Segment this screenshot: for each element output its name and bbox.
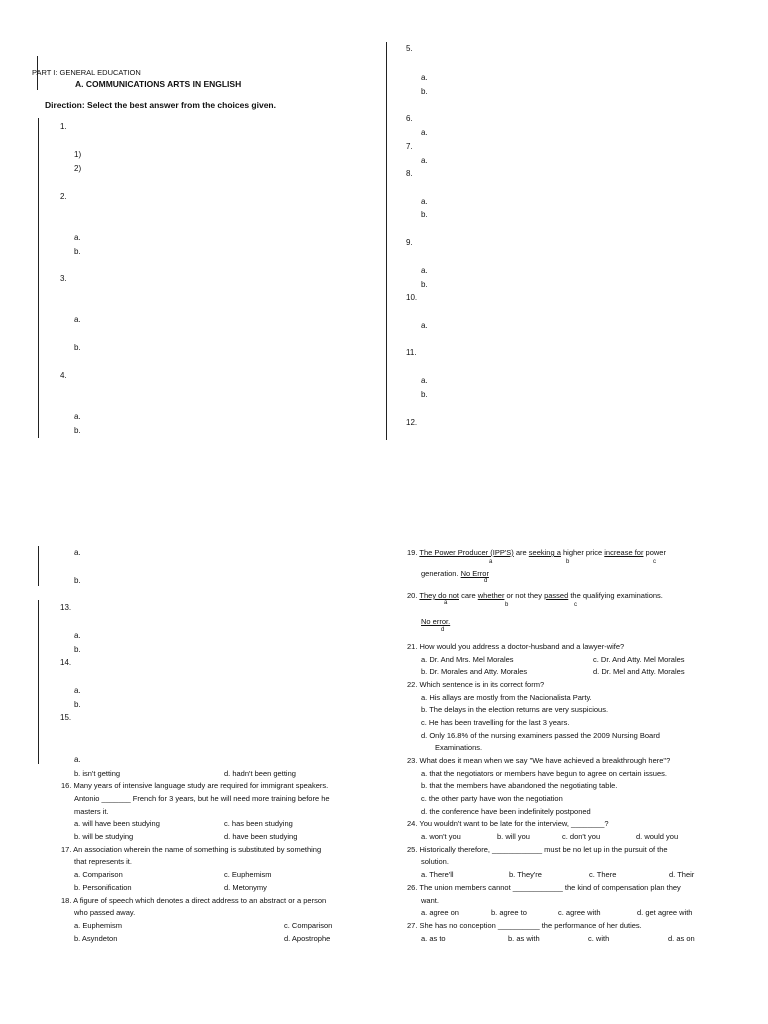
segment-label: c: [574, 602, 577, 608]
option-text: c. has been studying: [224, 819, 293, 828]
underlined-segment-b: seeking a: [528, 548, 561, 557]
question-number: 20.: [407, 591, 418, 600]
option-text: b. that the members have abandoned the negotiating table.: [421, 781, 618, 790]
segment-label: d: [441, 627, 445, 633]
item-number: 10.: [406, 293, 418, 302]
segment-label: a: [444, 600, 448, 606]
choice-letter: a.: [421, 321, 428, 330]
sub-item: 1): [74, 150, 82, 159]
choice-letter: b.: [74, 247, 81, 256]
option-text: d. Their: [669, 870, 695, 879]
item-number: 7.: [406, 142, 413, 151]
option-text: d. Metonymy: [224, 883, 267, 892]
choice-letter: b.: [74, 426, 81, 435]
question-text: want.: [421, 896, 439, 905]
question-text: higher price: [560, 548, 605, 557]
option-text: b. Personification: [74, 883, 132, 892]
underlined-segment-a: The Power Producer (IPP'S): [419, 548, 514, 557]
option-text: a. Comparison: [74, 870, 123, 879]
option-text: a. agree on: [421, 908, 459, 917]
underlined-segment-c: passed: [544, 591, 569, 600]
option-text: c. with: [588, 934, 610, 943]
question-22: 22. Which sentence is in its correct form?: [407, 680, 545, 689]
item-number: 15.: [60, 713, 72, 722]
option-text: c. agree with: [558, 908, 601, 917]
choice-letter: a.: [74, 548, 81, 557]
item-number: 11.: [406, 348, 417, 357]
option-text: b. The delays in the election returns are very suspicious.: [421, 705, 609, 714]
question-number: 19.: [407, 548, 418, 557]
option-text: a. will have been studying: [74, 819, 160, 828]
underlined-segment-d: No error.: [421, 617, 451, 626]
segment-label: b: [505, 602, 509, 608]
item-number: 4.: [60, 371, 67, 380]
question-17: 17. An association wherein the name of something is substituted by something: [61, 845, 322, 854]
question-text: masters it.: [74, 807, 109, 816]
question-23: 23. What does it mean when we say "We have achieved a breakthrough here"?: [407, 756, 671, 765]
item-number: 3.: [60, 274, 67, 283]
question-18: 18. A figure of speech which denotes a direct address to an abstract or a person: [61, 896, 327, 905]
segment-label: a: [489, 559, 493, 565]
item-number: 5.: [406, 44, 413, 53]
choice-letter: a.: [74, 233, 81, 242]
choice-letter: a.: [421, 376, 428, 385]
option-text: b. as with: [508, 934, 540, 943]
option-text: b. They're: [509, 870, 542, 879]
question-text: power: [643, 548, 666, 557]
option-text: b. will be studying: [74, 832, 134, 841]
option-text: c. He has been travelling for the last 3 years.: [421, 718, 570, 727]
question-text: or not they: [504, 591, 545, 600]
question-24: 24. You wouldn't want to be late for the interview, ________?: [407, 819, 609, 828]
choice-letter: a.: [74, 686, 81, 695]
choice-letter: a.: [421, 156, 428, 165]
choice-letter: a.: [421, 128, 428, 137]
part-label: PART I: GENERAL EDUCATION: [32, 68, 141, 77]
option-text: Examinations.: [435, 743, 483, 752]
option-text: a. that the negotiators or members have begun to agree on certain issues.: [421, 769, 667, 778]
option-text: a. His allays are mostly from the Nacionalista Party.: [421, 693, 592, 702]
option-text: d. get agree with: [637, 908, 693, 917]
item-number: 8.: [406, 169, 413, 178]
option-text: d. the conference have been indefinitely postponed: [421, 807, 591, 816]
segment-label: d: [484, 578, 488, 584]
choice-letter: a.: [74, 412, 81, 421]
option-text: c. Comparison: [284, 921, 333, 930]
item-number: 12.: [406, 418, 418, 427]
choice-letter: b.: [421, 87, 428, 96]
choice-letter: b.: [421, 210, 428, 219]
question-26: 26. The union members cannot ____________ the kind of compensation plan they: [407, 883, 681, 892]
question-21: 21. How would you address a doctor-husband and a lawyer-wife?: [407, 642, 625, 651]
option-text: c. don't you: [562, 832, 601, 841]
option-text: b. will you: [497, 832, 530, 841]
question-text: solution.: [421, 857, 449, 866]
choice-letter: b.: [421, 280, 428, 289]
underlined-segment-a: They do not: [419, 591, 459, 600]
underlined-segment-c: increase for: [604, 548, 644, 557]
item-number: 14.: [60, 658, 72, 667]
question-16: 16. Many years of intensive language study are required for immigrant speakers.: [61, 781, 329, 790]
segment-label: c: [653, 559, 656, 565]
margin-rule: [386, 42, 387, 440]
item-number: 1.: [60, 122, 67, 131]
choice-letter: a.: [421, 266, 428, 275]
option-text: d. hadn't been getting: [224, 769, 296, 778]
option-text: b. Asyndeton: [74, 934, 118, 943]
question-27: 27. She has no conception __________ the performance of her duties.: [407, 921, 642, 930]
choice-letter: a.: [421, 197, 428, 206]
sub-item: 2): [74, 164, 82, 173]
choice-letter: b.: [421, 390, 428, 399]
choice-letter: a.: [74, 755, 81, 764]
option-text: d. Apostrophe: [284, 934, 331, 943]
option-text: d. would you: [636, 832, 679, 841]
option-text: b. agree to: [491, 908, 527, 917]
option-text: a. Euphemism: [74, 921, 122, 930]
option-text: c. There: [589, 870, 617, 879]
segment-label: b: [566, 559, 570, 565]
option-text: b. isn't getting: [74, 769, 121, 778]
margin-rule: [38, 118, 39, 438]
question-text: care: [459, 591, 478, 600]
option-text: d. have been studying: [224, 832, 298, 841]
choice-letter: b.: [74, 576, 81, 585]
margin-rule: [38, 600, 39, 764]
item-number: 13.: [60, 603, 72, 612]
option-text: a. as to: [421, 934, 446, 943]
direction-text: Direction: Select the best answer from the choices given.: [45, 100, 276, 110]
choice-letter: a.: [74, 631, 81, 640]
choice-letter: a.: [421, 73, 428, 82]
option-text: c. Euphemism: [224, 870, 272, 879]
question-text: Antonio _______ French for 3 years, but he will need more training before he: [74, 794, 330, 803]
underlined-segment-b: whether: [477, 591, 505, 600]
question-text: [421, 569, 489, 579]
item-number: 2.: [60, 192, 67, 201]
question-text: who passed away.: [74, 908, 136, 917]
question-19: [407, 548, 666, 558]
question-25: 25. Historically therefore, ____________ must be no let up in the pursuit of the: [407, 845, 668, 854]
option-text: c. Dr. And Atty. Mel Morales: [593, 655, 685, 664]
question-text: the qualifying examinations.: [568, 591, 663, 600]
option-text: d. Only 16.8% of the nursing examiners passed the 2009 Nursing Board: [421, 731, 660, 740]
option-text: a. There'll: [421, 870, 454, 879]
choice-letter: b.: [74, 343, 81, 352]
section-title: A. COMMUNICATIONS ARTS IN ENGLISH: [75, 79, 242, 89]
question-text: that represents it.: [74, 857, 132, 866]
option-text: d. Dr. Mel and Atty. Morales: [593, 667, 685, 676]
item-number: 6.: [406, 114, 413, 123]
choice-letter: b.: [74, 645, 81, 654]
margin-rule: [38, 546, 39, 586]
choice-letter: b.: [74, 700, 81, 709]
option-text: a. won't you: [421, 832, 461, 841]
option-text: d. as on: [668, 934, 695, 943]
option-text: c. the other party have won the negotiation: [421, 794, 563, 803]
underlined-segment-d: No Error: [460, 569, 489, 578]
option-text: a. Dr. And Mrs. Mel Morales: [421, 655, 514, 664]
option-text: b. Dr. Morales and Atty. Morales: [421, 667, 528, 676]
question-text: are: [513, 548, 529, 557]
choice-letter: a.: [74, 315, 81, 324]
question-text: generation.: [421, 569, 461, 578]
item-number: 9.: [406, 238, 413, 247]
